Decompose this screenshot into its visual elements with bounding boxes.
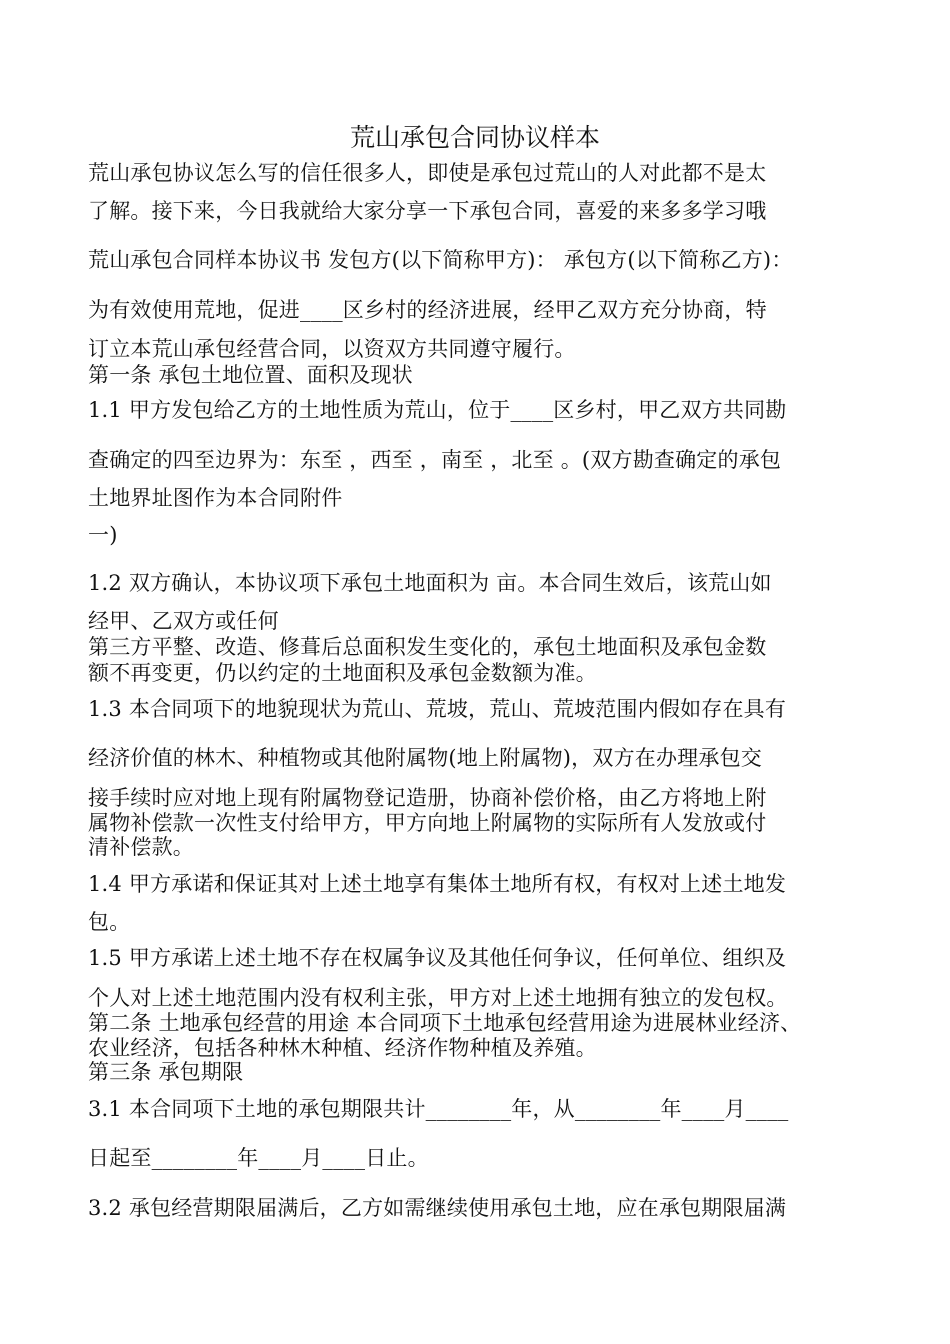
text-line-29: 3.2 承包经营期限届满后，乙方如需继续使用承包土地，应在承包期限届满: [88, 1196, 787, 1220]
text-line-22: 1.5 甲方承诺上述土地不存在权属争议及其他任何争议，任何单位、组织及: [88, 946, 787, 970]
text-line-28: 日起至________年____月____日止。: [88, 1146, 429, 1170]
text-line-8: 查确定的四至边界为：东至 ，西至 ，南至 ，北至 。(双方勘查确定的承包: [88, 448, 782, 472]
text-line-12: 经甲、乙双方或任何: [88, 609, 279, 633]
document-title: 荒山承包合同协议样本: [349, 123, 600, 152]
text-line-2: 了解。接下来，今日我就给大家分享一下承包合同，喜爱的来多多学习哦: [88, 199, 767, 223]
section-heading-3: 第三条 承包期限: [88, 1060, 244, 1084]
text-line-1: 荒山承包协议怎么写的信任很多人，即使是承包过荒山的人对此都不是太: [88, 161, 767, 185]
text-line-4: 为有效使用荒地，促进____区乡村的经济进展，经甲乙双方充分协商，特: [88, 298, 767, 322]
text-line-15: 1.3 本合同项下的地貌现状为荒山、荒坡，荒山、荒坡范围内假如存在具有: [88, 697, 787, 721]
text-line-27: 3.1 本合同项下土地的承包期限共计________年，从________年____月____: [88, 1097, 789, 1121]
text-line-7: 1.1 甲方发包给乙方的土地性质为荒山，位于____区乡村，甲乙双方共同勘: [88, 398, 787, 422]
text-line-20: 1.4 甲方承诺和保证其对上述土地享有集体土地所有权，有权对上述土地发: [88, 872, 787, 896]
text-line-5: 订立本荒山承包经营合同，以资双方共同遵守履行。: [88, 337, 576, 361]
section-heading-1: 第一条 承包土地位置、面积及现状: [88, 363, 413, 387]
text-line-17: 接手续时应对地上现有附属物登记造册，协商补偿价格，由乙方将地上附: [88, 786, 767, 810]
text-line-19: 清补偿款。: [88, 835, 194, 859]
text-line-13: 第三方平整、改造、修葺后总面积发生变化的，承包土地面积及承包金数: [88, 635, 767, 659]
text-line-23: 个人对上述土地范围内没有权利主张，甲方对上述土地拥有独立的发包权。: [88, 986, 788, 1010]
text-line-18: 属物补偿款一次性支付给甲方，甲方向地上附属物的实际所有人发放或付: [88, 811, 767, 835]
text-line-14: 额不再变更，仍以约定的土地面积及承包金数额为准。: [88, 661, 597, 685]
text-line-3: 荒山承包合同样本协议书 发包方(以下简称甲方)： 承包方(以下简称乙方)：: [88, 248, 793, 272]
text-line-25: 农业经济，包括各种林木种植、经济作物种植及养殖。: [88, 1036, 597, 1060]
text-line-16: 经济价值的林木、种植物或其他附属物(地上附属物)，双方在办理承包交: [88, 746, 762, 770]
section-heading-2: 第二条 土地承包经营的用途 本合同项下土地承包经营用途为进展林业经济、: [88, 1011, 802, 1035]
text-line-11: 1.2 双方确认，本协议项下承包土地面积为 亩。本合同生效后，该荒山如: [88, 571, 772, 595]
text-line-9: 土地界址图作为本合同附件: [88, 486, 343, 510]
text-line-21: 包。: [88, 910, 131, 934]
text-line-10: 一): [88, 523, 118, 547]
